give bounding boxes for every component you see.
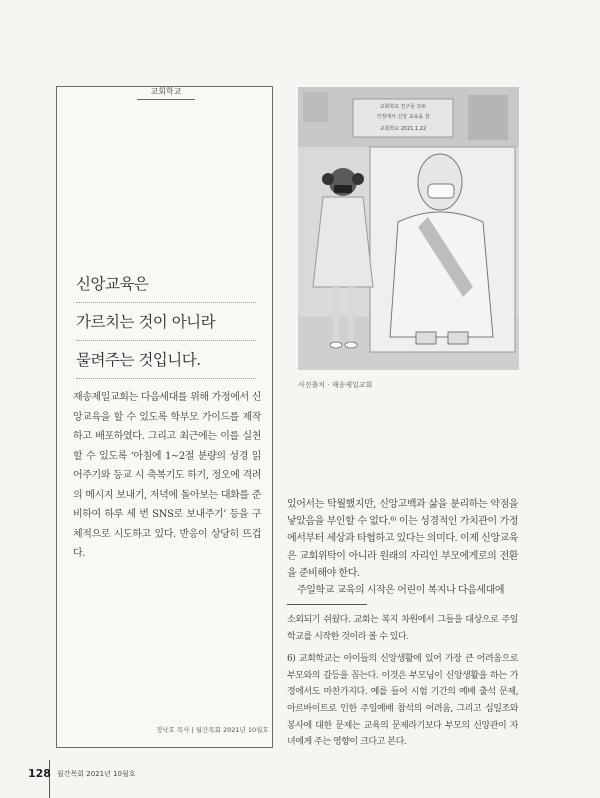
main-text	[287, 496, 518, 599]
sign-line-2: 가정에서 신앙 교육을 잘	[376, 114, 430, 120]
sign-line-1: 교회학교 친구들 모두	[379, 104, 427, 110]
photo-illustration	[298, 87, 519, 370]
church-photo	[298, 87, 519, 370]
author-credit: 정낙호 목사 | 월간목회 2021년 10월호	[156, 726, 269, 734]
page-number: 128	[28, 767, 51, 780]
footnotes	[287, 612, 518, 757]
intro-text	[73, 388, 261, 564]
footnote-continuation: 소외되기 쉬웠다. 교회는 복지 차원에서 그들을 대상으로 주일학교를 시작한 것이라 볼 수 있다.	[287, 615, 518, 642]
section-label: 교회학교	[137, 86, 195, 100]
photo-caption: 사진출처 · 재송제일교회	[298, 381, 373, 389]
main-paragraph-1: 있어서는 탁월했지만, 신앙고백과 삶을 분리하는 약점을 낳았음을 부인할 수 없다.⁶⁾ 이는 성경적인 가치관이 가정에서부터 세상과 타협하고 있다는 의미다. 이제 신앙교육은 교회위탁이 아니라 원래의 자리인 부모에게로의 전환을 준비해야 한다.	[287, 499, 518, 579]
headline-line-3: 물려주는 것입니다.	[76, 347, 256, 379]
footnote-6: 6) 교회학교는 아이들의 신앙생활에 있어 가장 큰 어려움으로 부모와의 갈등을 꼽는다. 이것은 부모님이 신앙생활을 하는 가정에서도 마찬가지다. 예를 들어 시험 기간의 예배 출석 문제, 아르바이트로 인한 주일예배 참석의 어려움, 그리고 십일조와 봉사에 대한 문제는 교육의 문제라기보다 부모의 신앙관이 자녀에게 주는 영향이 크다고 본다.	[287, 654, 518, 748]
headline	[76, 271, 256, 385]
headline-line-1: 신앙교육은	[76, 271, 256, 303]
headline-line-2: 가르치는 것이 아니라	[76, 309, 256, 341]
sign-line-3: 교회학교 2021.1.22	[379, 126, 427, 132]
intro-paragraph: 재송제일교회는 다음세대를 위해 가정에서 신앙교육을 할 수 있도록 학부모 가이드를 제작하고 배포하였다. 그리고 최근에는 이를 실천할 수 있도록 ‘아침에 1~2절 분량의 성경 읽어주기와 등교 시 축복기도 하기, 정오에 격려의 메시지 보내기, 저녁에 돌아보는 대화를 준비하여 하루 세 번 SNS로 보내주기’ 등을 구체적으로 시도하고 있다. 반응이 상당히 뜨겁다.	[73, 392, 261, 559]
main-paragraph-2: 주일학교 교육의 시작은 어린이 복지나 다음세대에	[297, 585, 505, 597]
publication-name: 월간목회 2021년 10월호	[57, 770, 136, 778]
footnote-divider	[287, 604, 367, 605]
